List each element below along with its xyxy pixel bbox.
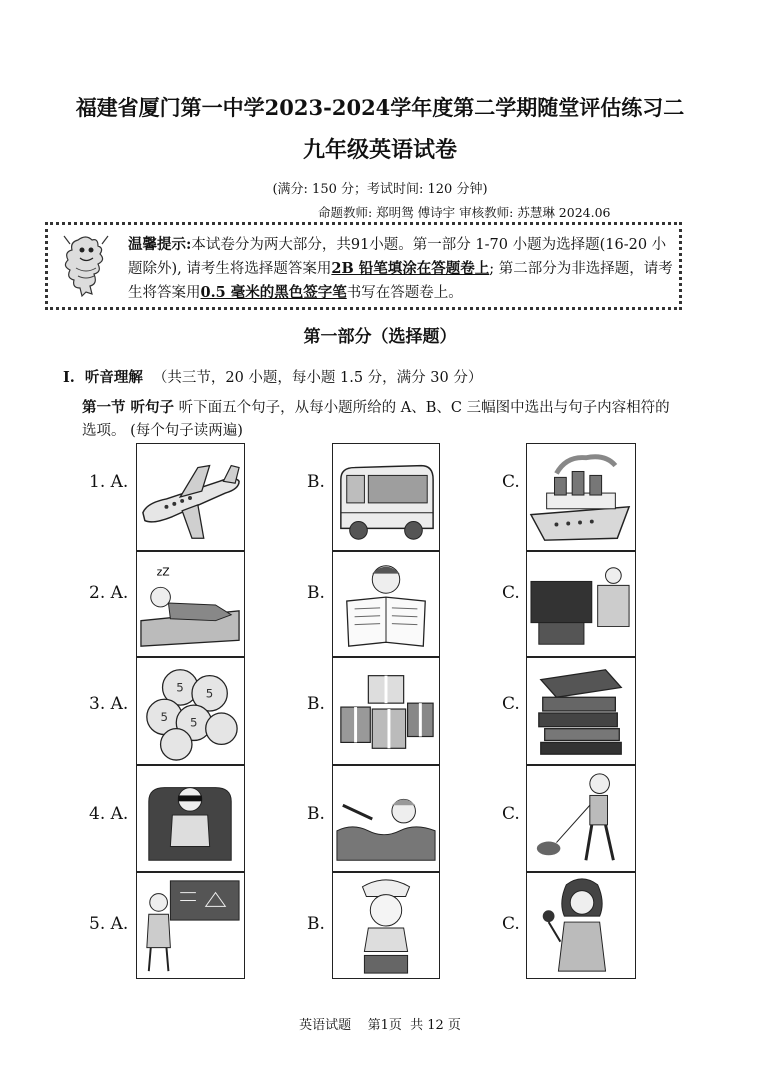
exam-info: (满分: 150 分；考试时间: 120 分钟) [272,182,488,197]
notice-text: 温馨提示:本试卷分为两大部分，共91小题。第一部分 1-70 小题为选择题(16-20 小题除外), 请考生将选择题答案用2B 铅笔填涂在答题卷上; 第二部分为非选择题，请考生将答案用0.5 毫米的黑色签字笔书写在答题卷上。 [128,236,673,301]
newspaper-picture[interactable] [332,551,440,657]
notice-emphasis-1: 2B 铅笔填涂在答题卷上 [331,260,490,277]
page-footer: 英语试题 第1页 共 12 页 [299,1018,461,1033]
exam-subtitle: 九年级英语试卷 [302,137,457,163]
reporter-picture[interactable] [526,872,636,979]
sleeping-picture[interactable] [136,551,245,657]
cook-picture[interactable] [332,872,440,979]
ship-picture[interactable] [526,443,636,551]
dragon-icon [58,232,114,298]
coins-picture[interactable] [136,657,245,765]
svg-text:zZ: zZ [156,565,170,579]
notice-label: 温馨提示: [128,236,192,253]
section-desc: （共三节，20 小题，每小题 1.5 分，满分 30 分） [152,370,483,386]
swimming-picture[interactable] [332,765,440,872]
tv-picture[interactable] [526,551,636,657]
svg-text:5: 5 [160,709,169,724]
exam-title: 福建省厦门第一中学2023-2024学年度第二学期随堂评估练习二 [75,95,685,120]
books-picture[interactable] [526,657,636,765]
bus-picture[interactable] [332,443,440,551]
svg-text:5: 5 [190,715,198,730]
section-heading: I. 听音理解 （共三节，20 小题，每小题 1.5 分，满分 30 分） [63,369,483,386]
exam-authors: 命题教师: 郑明鸳 傅诗宇 审核教师: 苏慧琳 2024.06 [318,205,611,220]
teacher-picture[interactable] [136,872,245,979]
section-name: 听音理解 [84,369,143,386]
part-title: 第一部分（选择题） [303,327,457,347]
walking-dog-picture[interactable] [526,765,636,872]
3d-movie-picture[interactable] [136,765,245,872]
gifts-picture[interactable] [332,657,440,765]
svg-text:5: 5 [205,686,214,701]
notice-emphasis-2: 0.5 毫米的黑色签字笔 [200,284,347,301]
airplane-picture[interactable] [136,443,245,551]
subsection-instructions: 第一节 听句子 听下面五个句子，从每小题所给的 A、B、C 三幅图中选出与句子内容相符的选项。 (每个句子读两遍) [82,399,670,439]
subsection-name: 第一节 听句子 [82,399,175,416]
svg-text:5: 5 [176,680,184,695]
